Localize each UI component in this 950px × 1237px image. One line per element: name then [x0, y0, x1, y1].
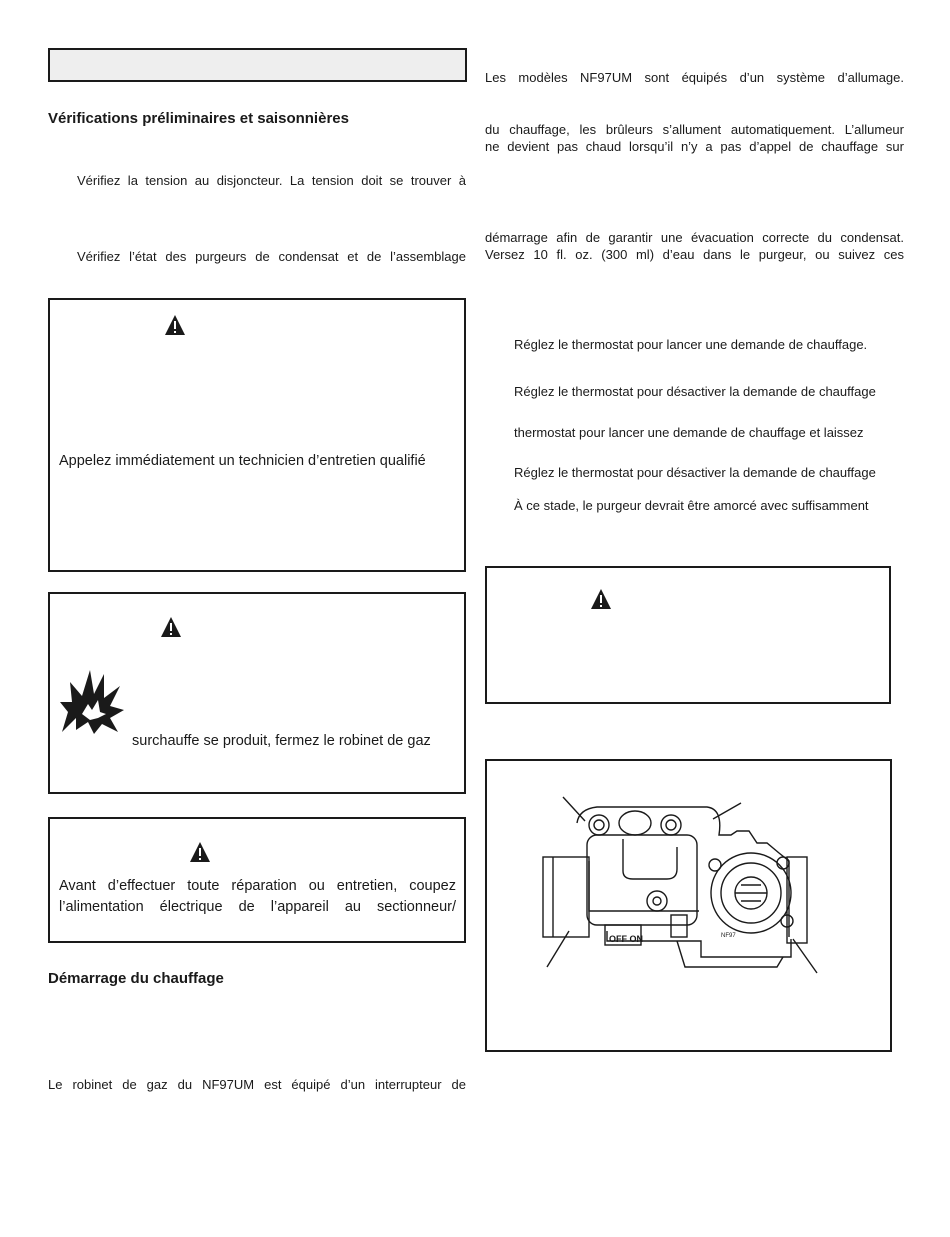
paragraph-burners-line1: du chauffage, les brûleurs s’allument automatiquement. L’allumeur — [485, 122, 904, 137]
gas-valve-figure — [485, 759, 892, 1052]
paragraph-ignition: Les modèles NF97UM sont équipés d’un système d’allumage. — [485, 70, 904, 85]
paragraph-voltage: Vérifiez la tension au disjoncteur. La tension doit se trouver à — [77, 173, 466, 188]
explosion-icon — [60, 668, 124, 734]
warning-1-text: Appelez immédiatement un technicien d’entretien qualifié — [59, 453, 426, 469]
gas-valve-drawing — [487, 761, 890, 1050]
valve-marking: NF97 — [721, 933, 736, 939]
switch-label: OFF ON — [609, 934, 643, 944]
paragraph-gas-valve: Le robinet de gaz du NF97UM est équipé d’un interrupteur de — [48, 1077, 466, 1092]
step-item-2: Réglez le thermostat pour désactiver la demande de chauffage — [514, 384, 876, 399]
heading-heating-startup: Démarrage du chauffage — [48, 970, 224, 987]
warning-triangle-icon — [189, 841, 211, 863]
paragraph-condensate: Vérifiez l’état des purgeurs de condensat et de l’assemblage — [77, 249, 466, 264]
warning-triangle-icon — [164, 314, 186, 336]
paragraph-startup-line1: démarrage afin de garantir une évacuation correcte du condensat. — [485, 230, 904, 245]
step-item-4: Réglez le thermostat pour désactiver la demande de chauffage — [514, 465, 876, 480]
heading-preliminary-checks: Vérifications préliminaires et saisonnières — [48, 110, 349, 127]
paragraph-startup-line2: Versez 10 fl. oz. (300 ml) d’eau dans le purgeur, ou suivez ces — [485, 247, 904, 262]
warning-triangle-icon — [160, 616, 182, 638]
step-item-3: thermostat pour lancer une demande de chauffage et laissez — [514, 425, 864, 440]
warning-box-4 — [485, 566, 891, 704]
warning-box-3 — [48, 817, 466, 943]
step-item-5: À ce stade, le purgeur devrait être amorcé avec suffisamment — [514, 498, 869, 513]
warning-box-2 — [48, 592, 466, 794]
warning-triangle-icon — [590, 588, 612, 610]
section-title-bar — [48, 48, 467, 82]
warning-3-line2: l’alimentation électrique de l’appareil au sectionneur/ — [59, 899, 456, 915]
paragraph-burners-line2: ne devient pas chaud lorsqu’il n’y a pas d’appel de chauffage sur — [485, 139, 904, 154]
warning-2-text: surchauffe se produit, fermez le robinet de gaz — [132, 733, 431, 749]
step-item-1: Réglez le thermostat pour lancer une demande de chauffage. — [514, 337, 868, 352]
warning-3-line1: Avant d’effectuer toute réparation ou entretien, coupez — [59, 878, 456, 894]
warning-box-1 — [48, 298, 466, 572]
